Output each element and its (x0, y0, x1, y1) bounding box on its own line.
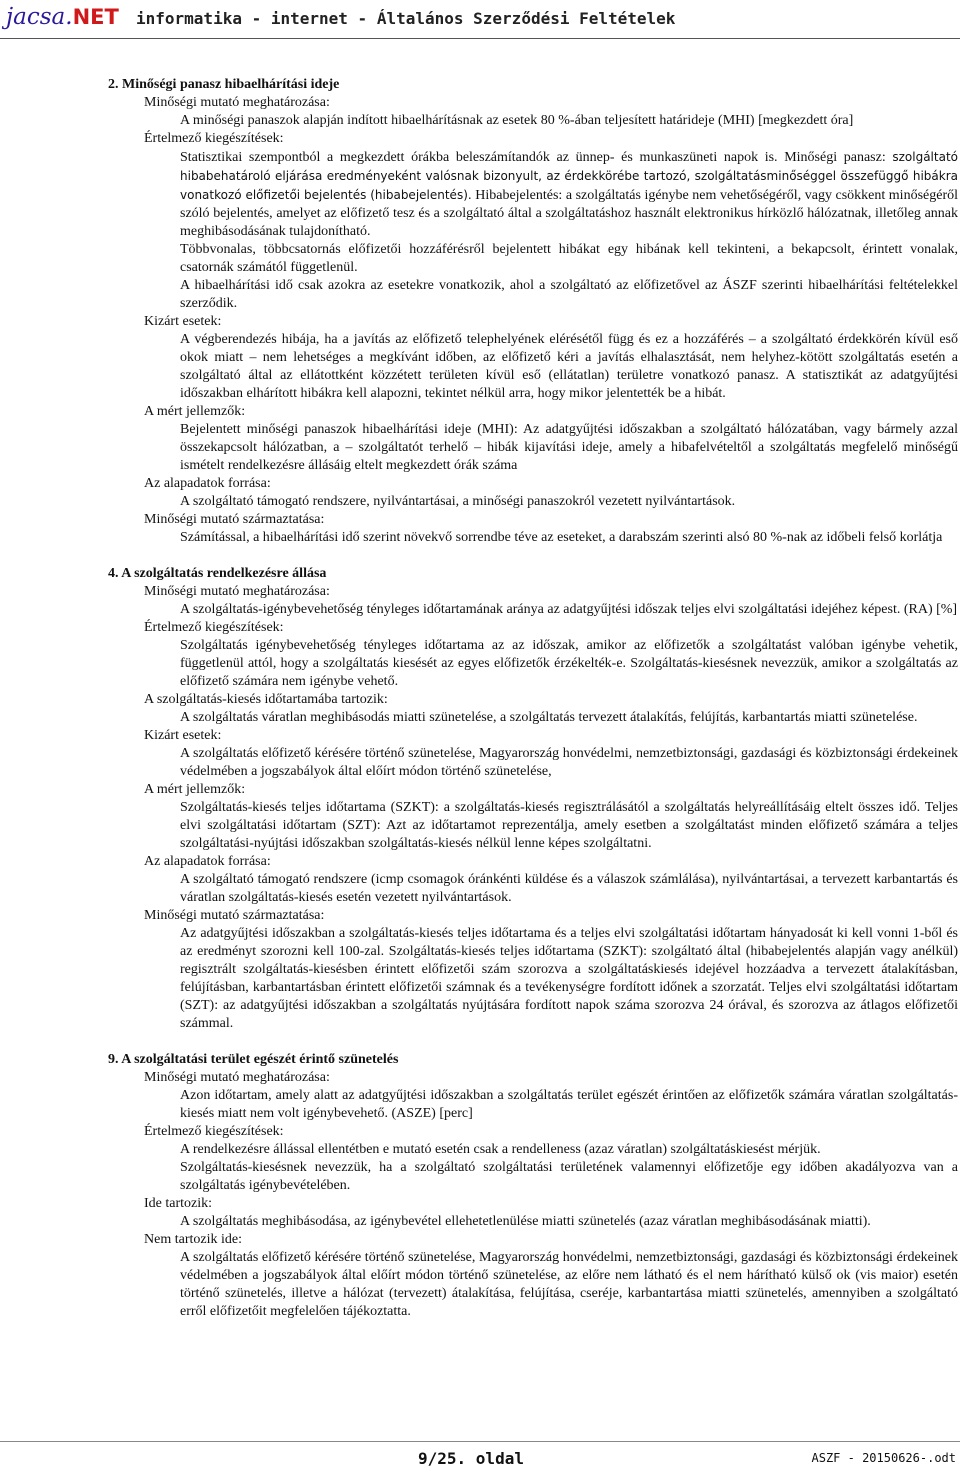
page-number: 9/25. oldal (418, 1449, 524, 1468)
section-label: Kizárt esetek: (144, 314, 222, 329)
text-run: Statisztikai szempontból a megkezdett órákba beleszámítandók az ünnep- és munkaszüneti napok is. Minőségi panasz: (180, 150, 893, 165)
section-text: A szolgáltatás előfizető kérésére történő szünetelése, Magyarország honvédelmi, nemzetbiztonsági, gazdasági és közbiztonsági érdekeinek védelmében a jogszabályok által előírt módon történő szünetelése, (180, 746, 958, 779)
section-label: Nem tartozik ide: (144, 1232, 242, 1247)
brand-main: jacsa. (6, 4, 73, 30)
text-run: Hibabejelentés: a szolgáltatás igénybe nem (471, 188, 720, 203)
site-logo[interactable] (6, 4, 119, 30)
section-text: Számítással, a hibaelhárítási idő szerint növekvő sorrendbe téve az eseteket, a darabszám szerinti alsó 80 %-nak az időbeli felső korlátja (180, 530, 943, 545)
document-body (108, 76, 958, 1321)
section-label: Értelmező kiegészítések: (144, 620, 284, 635)
section-spacer (108, 1033, 958, 1051)
page-header (0, 0, 960, 40)
section-label: A mért jellemzők: (144, 404, 246, 419)
section-text: Az adatgyűjtési időszakban a szolgáltatás-kiesés teljes időtartama és a teljes elvi szolgáltatási időtartam hányadosát ki kell vonni 1-ből és az eredményt szorozni kell 100-zal. Szolgáltatás-kiesés teljes időtartama (SZKT): szolgáltató által (hibabejelentés alapján vagy anélkül) regisztrált szolgáltatás-kiesésben érintett előfizetői szám szorozva a szolgáltatáskiesés idejével hozzáadva a tervezett átalakításban, felújításban, karbantartásban érintett előfizetői számnak és a tevékenységre fordított időnek a szorzatát. Teljes elvi szolgáltatási időtartam (SZT): az adatgyűjtési időszakban a szolgáltatás nyújtására fordított napok száma szorozva 24 órával, és szorozva az átlagos előfizetői számmal. (180, 926, 958, 1031)
section-text: A szolgáltatás meghibásodása, az igénybevétel ellehetetlenülése miatti szünetelés (azaz váratlan meghibásodásának miatti). (180, 1214, 871, 1229)
section-text (180, 148, 958, 241)
section-spacer (108, 547, 958, 565)
section-text: Szolgáltatás-kiesés teljes időtartama (SZKT): a szolgáltatás-kiesés regisztrálásától a szolgáltatás helyreállításáig eltelt összes idő. Teljes elvi szolgáltatási időtartam (SZT): Azt az időtartamot reprezentálja, amely esetben a szolgáltatást minden előfizető számára a teljes szolgáltatási-nyújtási időszakban szolgáltatás-kiesés nélkül lenne képes szolgáltatni. (180, 800, 958, 851)
section-label: Minőségi mutató származtatása: (144, 512, 325, 527)
section-label: Értelmező kiegészítések: (144, 131, 284, 146)
section-text: Többvonalas, többcsatornás előfizetői hozzáférésről bejelentett hibákat egy hibának kell tekinteni, a bekapcsolt, érintett vonalak, csatornák számától függetlenül. (180, 242, 958, 275)
section-text: Szolgáltatás-kiesésnek nevezzük, ha a szolgáltató szolgáltatási területének valamennyi előfizetője egy időben akadályozva van a szolgáltatás igénybevételében. (180, 1160, 958, 1193)
header-title: informatika - internet - Általános Szerződési Feltételek (136, 9, 676, 28)
section-text: Szolgáltatás igénybevehetőség tényleges időtartama az az időszak, amikor az előfizetők a szolgáltatást valóban igénybe vehetik, függetlenül attól, hogy a szolgáltatás kiesését az egyes előfizetők érzékelték-e. Szolgáltatás-kiesésnek nevezzük, amikor a szolgáltatás az előfizető számára nem igénybe vehető. (180, 638, 958, 689)
header-divider (0, 38, 960, 39)
section-text: A minőségi panaszok alapján indított hibaelhárításnak az esetek 80 %-ában teljesített határideje (MHI) [megkezdett óra] (180, 113, 854, 128)
section-label: Az alapadatok forrása: (144, 854, 271, 869)
section-text: A szolgáltató támogató rendszere (icmp csomagok óránkénti küldése és a válaszok számlálása), nyilvántartásai, a tervezett karbantartás és váratlan szolgáltatás-kiesés esetén vezetett nyilvántartások. (180, 872, 958, 905)
section-text: A szolgáltatás előfizető kérésére történő szünetelése, Magyarország honvédelmi, nemzetbiztonsági, gazdasági és közbiztonsági érdekeinek védelmében a jogszabályok által előírt módon történő szünetelése, az előre nem látható és el nem hárítható külső ok (vis maior) esetén történő szünetelés, illetve a hálózat (tervezett) átalakítása, felújítása, cseréje, karbantartása miatti szünetelés, amennyiben a szolgáltató erről előfizetőit megfelelően tájékoztatta. (180, 1250, 958, 1319)
section-text: A rendelkezésre állással ellentétben e mutató esetén csak a rendelleness (azaz váratlan) szolgáltatáskiesést mérjük. (180, 1142, 821, 1157)
section-label: Minőségi mutató meghatározása: (144, 95, 330, 110)
section-text: A szolgáltatás váratlan meghibásodás miatti szünetelése, a szolgáltatás tervezett átalakítás, felújítás, karbantartás miatti szünetelése. (180, 710, 918, 725)
text-run: vehetőségéről, vagy csökkent minőségéről szóló bejelentés, amelyet az előfizető tesz és a szolgáltató által a szolgáltatáshoz használt elektronikus hírközlő hálózatnak, illetőleg annak meghibásodásának tulajdonítható. (180, 188, 958, 239)
section-text: Azon időtartam, amely alatt az adatgyűjtési időszakban a szolgáltatás terület egészét érintően az előfizetők számára váratlan szolgáltatás-kiesés miatt nem volt igénybevehető. (ASZE) [perc] (180, 1088, 958, 1121)
section-label: Minőségi mutató meghatározása: (144, 584, 330, 599)
section-text: A szolgáltatás-igénybevehetőség tényleges időtartamának aránya az adatgyűjtési időszak teljes elvi szolgáltatási idejéhez képest. (RA) [%] (180, 602, 958, 617)
section-label: Ide tartozik: (144, 1196, 213, 1211)
section-label: Az alapadatok forrása: (144, 476, 271, 491)
section-label: A mért jellemzők: (144, 782, 246, 797)
section-text: A végberendezés hibája, ha a javítás az előfizető telephelyének elérésétől függ és ez a hozzáférés – a szolgáltató érdekkörén kívül eső okok miatt – nem lehetséges a megkívánt időben, az előfizető kéri a javítás elhalasztását, nem helyhez-kötött szolgáltatás esetén a szolgáltató által az ellátottként közzétett területen kívül eső (ellátatlan) területre vonatkozó panasz. A statisztikát az adatgyűjtési időszakban elhárított hibákra kell alapozni, tekintet nélkül arra, hogy mikor jelentették be a hibát. (180, 332, 958, 401)
section-title: 4. A szolgáltatás rendelkezésre állása (108, 566, 327, 581)
footer-filename: ASZF - 20150626-.odt (811, 1451, 956, 1465)
section-title: 9. A szolgáltatási terület egészét érintő szünetelés (108, 1052, 399, 1067)
section-label: Minőségi mutató származtatása: (144, 908, 325, 923)
section-text: A hibaelhárítási idő csak azokra az esetekre vonatkozik, ahol a szolgáltató az előfizetővel az ÁSZF szerinti hibaelhárítási feltételekkel szerződik. (180, 278, 958, 311)
text-run: szolgáltató hibabehatároló eljárása eredményeként valósnak bizonyult, az érdekkörébe tartozó, szolgáltatásminőséggel összefüggő hibákra vonatkozó előfizetői bejelentés (hibabejelentés). (180, 150, 958, 202)
section-title: 2. Minőségi panasz hibaelhárítási ideje (108, 77, 340, 92)
footer-divider (0, 1441, 960, 1442)
section-label: Értelmező kiegészítések: (144, 1124, 284, 1139)
brand-net: NET (72, 5, 119, 29)
section-text: Bejelentett minőségi panaszok hibaelhárítási ideje (MHI): Az adatgyűjtési időszakban a szolgáltató hálózatában, vagy bármely azzal összekapcsolt hálózatban, a – szolgáltatót terhelő – hibák kijavítási ideje, amely a hibafelvételtől a szolgáltatás megfelelő minőségű ismételt rendelkezésre állásáig eltelt megkezdett órák száma (180, 422, 958, 473)
section-label: A szolgáltatás-kiesés időtartamába tartozik: (144, 692, 388, 707)
section-text: A szolgáltató támogató rendszere, nyilvántartásai, a minőségi panaszokról vezetett nyilvántartások. (180, 494, 736, 509)
section-label: Minőségi mutató meghatározása: (144, 1070, 330, 1085)
section-label: Kizárt esetek: (144, 728, 222, 743)
